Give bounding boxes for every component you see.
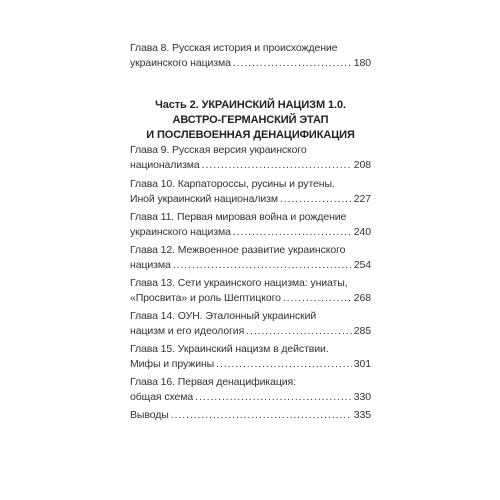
toc-entry-last-line xyxy=(130,390,371,405)
toc-entry-title-line1: Глава 12. Межвоенное развитие украинского xyxy=(130,244,346,256)
toc-entry-page-number: 254 xyxy=(353,259,371,271)
toc-entry-chapter-13 xyxy=(130,276,371,306)
toc-entry-page-number: 285 xyxy=(353,325,371,337)
toc-entry-page-number: 330 xyxy=(353,391,371,403)
toc-entry-last-line xyxy=(130,408,371,423)
toc-entry-title-line1: Глава 10. Карпатороссы, русины и рутены. xyxy=(130,178,335,190)
toc-entry-last-line xyxy=(130,56,371,71)
part-heading xyxy=(130,98,371,143)
toc-entry-chapter-11 xyxy=(130,210,371,240)
toc-entry-title-line2: нацизма xyxy=(130,259,171,271)
toc-entry-title-line1: Глава 8. Русская история и происхождение xyxy=(130,42,338,54)
toc-entry-page-number: 208 xyxy=(353,159,371,171)
toc-entry-title-line1: Глава 15. Украинский нацизм в действии. xyxy=(130,343,329,355)
toc-entry-title-line2: украинского нацизма xyxy=(130,57,231,69)
dot-leader xyxy=(233,56,352,71)
dot-leader xyxy=(195,390,352,405)
toc-entry-page-number: 227 xyxy=(353,193,371,205)
toc-entry-last-line xyxy=(130,291,371,306)
part-heading-line2: АВСТРО-ГЕРМАНСКИЙ ЭТАП xyxy=(172,114,329,126)
toc-entry-page-number: 301 xyxy=(353,358,371,370)
toc-entry-title-line2: «Просвита» и роль Шептицкого xyxy=(130,292,281,304)
toc-entry-title-line1: Глава 9. Русская версия украинского xyxy=(130,144,307,156)
toc-entry-last-line xyxy=(130,258,371,273)
toc-entry-title-line2: Иной украинский национализм xyxy=(130,193,278,205)
toc-entry-chapter-10 xyxy=(130,177,371,207)
toc-entry-chapter-9 xyxy=(130,143,371,173)
toc-entry-page-number: 240 xyxy=(353,226,371,238)
toc-entry-title: Выводы xyxy=(130,409,169,421)
toc-entry-title-line2: национализма xyxy=(130,159,200,171)
toc-entry-last-line xyxy=(130,225,371,240)
dot-leader xyxy=(216,357,352,372)
toc-entry-title-line2: Мифы и пружины xyxy=(130,358,215,370)
toc-entry-conclusions xyxy=(130,408,371,423)
toc-entry-chapter-12 xyxy=(130,243,371,273)
dot-leader xyxy=(233,225,352,240)
dot-leader xyxy=(171,408,352,423)
toc-entry-chapter-16 xyxy=(130,375,371,405)
toc-entry-page-number: 180 xyxy=(353,57,371,69)
dot-leader xyxy=(280,192,352,207)
toc-entry-title-line1: Глава 13. Сети украинского нацизма: униаты, xyxy=(130,277,348,289)
toc-entry-page-number: 335 xyxy=(353,409,371,421)
toc-entry-last-line xyxy=(130,158,371,173)
toc-entry-title-line1: Глава 16. Первая денацификация: xyxy=(130,376,296,388)
toc-entry-title-line1: Глава 11. Первая мировая война и рождение xyxy=(130,211,347,223)
toc-entry-page-number: 268 xyxy=(353,292,371,304)
toc-entry-title-line1: Глава 14. ОУН. Эталонный украинский xyxy=(130,310,317,322)
part-heading-line3: И ПОСЛЕВОЕННАЯ ДЕНАЦИФИКАЦИЯ xyxy=(146,129,355,141)
toc-entry-chapter-15 xyxy=(130,342,371,372)
dot-leader xyxy=(202,158,352,173)
toc-entry-chapter-8 xyxy=(130,41,371,71)
toc-entry-last-line xyxy=(130,192,371,207)
part-heading-line1: Часть 2. УКРАИНСКИЙ НАЦИЗМ 1.0. xyxy=(155,99,346,111)
dot-leader xyxy=(246,324,352,339)
toc-entry-title-line2: нацизм и его идеология xyxy=(130,325,245,337)
toc-entry-last-line xyxy=(130,324,371,339)
toc-entry-title-line2: общая схема xyxy=(130,391,194,403)
toc-entry-title-line2: украинского нацизма xyxy=(130,226,231,238)
dot-leader xyxy=(283,291,352,306)
dot-leader xyxy=(173,258,352,273)
toc-entry-chapter-14 xyxy=(130,309,371,339)
toc-entry-last-line xyxy=(130,357,371,372)
